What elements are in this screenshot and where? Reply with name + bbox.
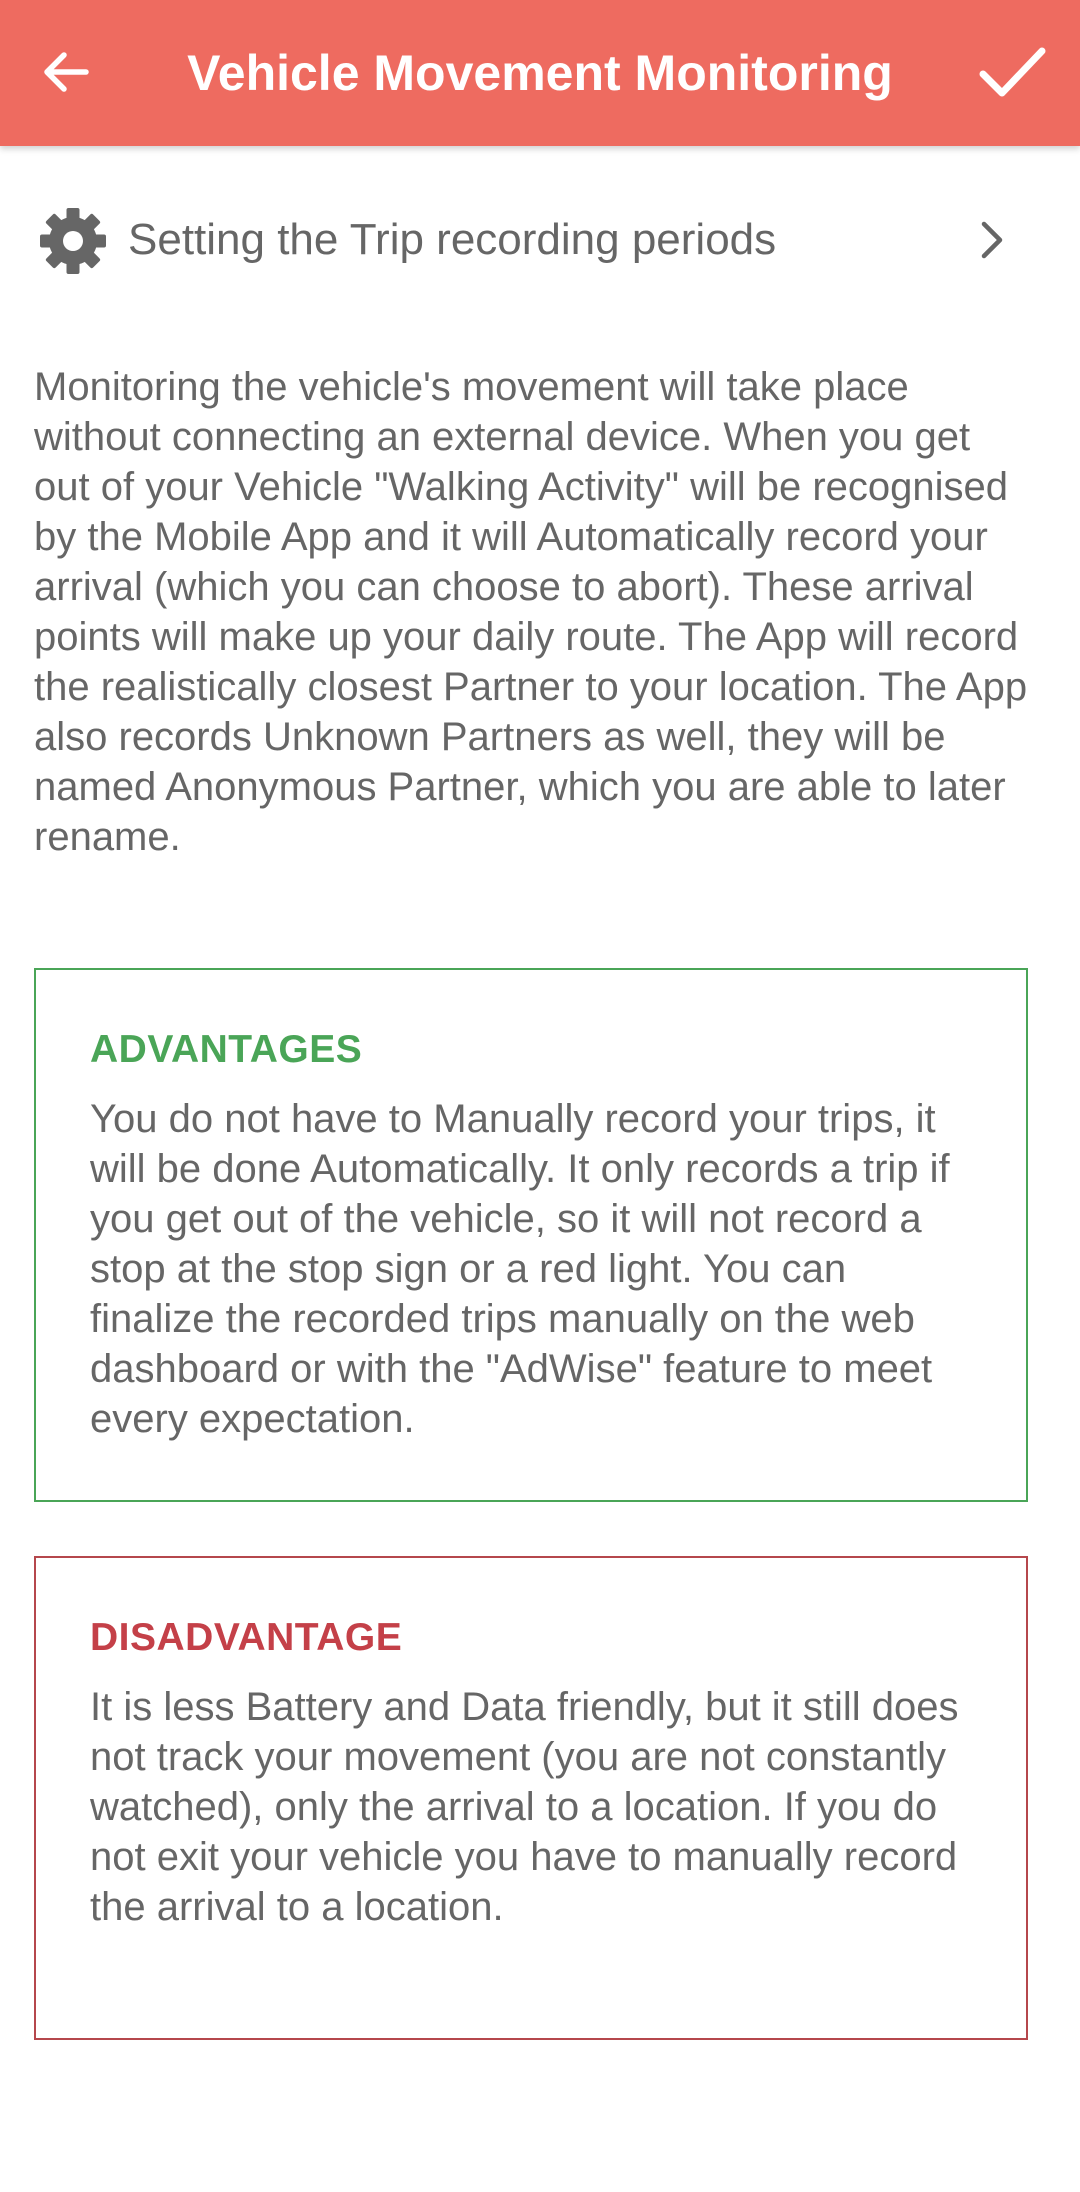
disadvantage-text: It is less Battery and Data friendly, but it still does not track your movement (you are not constantly watched), only the arrival to a location. If you do not exit your vehicle you have to manually record the arrival to a location. — [90, 1685, 959, 1929]
disadvantage-heading: DISADVANTAGE — [90, 1616, 403, 1659]
advantages-heading: ADVANTAGES — [90, 1028, 363, 1071]
app-bar — [0, 0, 1080, 146]
gear-icon — [38, 206, 108, 276]
intro-description: Monitoring the vehicle's movement will take place without connecting an external device. When you get out of your Vehicle "Walking Activity" will be recognised by the Mobile App and it will Automatically record your arrival (which you can choose to abort). These arrival points will make up your daily route. The App will record the realistically closest Partner to your location. The App also records Unknown Partners as well, they will be named Anonymous Partner, which you are able to later rename. — [34, 365, 1028, 859]
page-title: Vehicle Movement Monitoring — [187, 45, 893, 101]
back-button[interactable] — [26, 32, 106, 112]
disadvantage-card — [34, 1556, 1028, 2040]
checkmark-icon — [977, 37, 1047, 107]
trip-recording-periods-row[interactable] — [0, 180, 1080, 300]
advantages-text: You do not have to Manually record your trips, it will be done Automatically. It only records a trip if you get out of the vehicle, so it will not record a stop at the stop sign or a red light. You can finalize the recorded trips manually on the web dashboard or with the "AdWise" feature to meet every expectation. — [90, 1097, 950, 1441]
settings-row-label: Setting the Trip recording periods — [128, 215, 777, 264]
confirm-button[interactable] — [970, 30, 1054, 114]
advantages-card — [34, 968, 1028, 1502]
arrow-left-icon — [38, 44, 94, 100]
chevron-right-icon — [970, 218, 1014, 262]
